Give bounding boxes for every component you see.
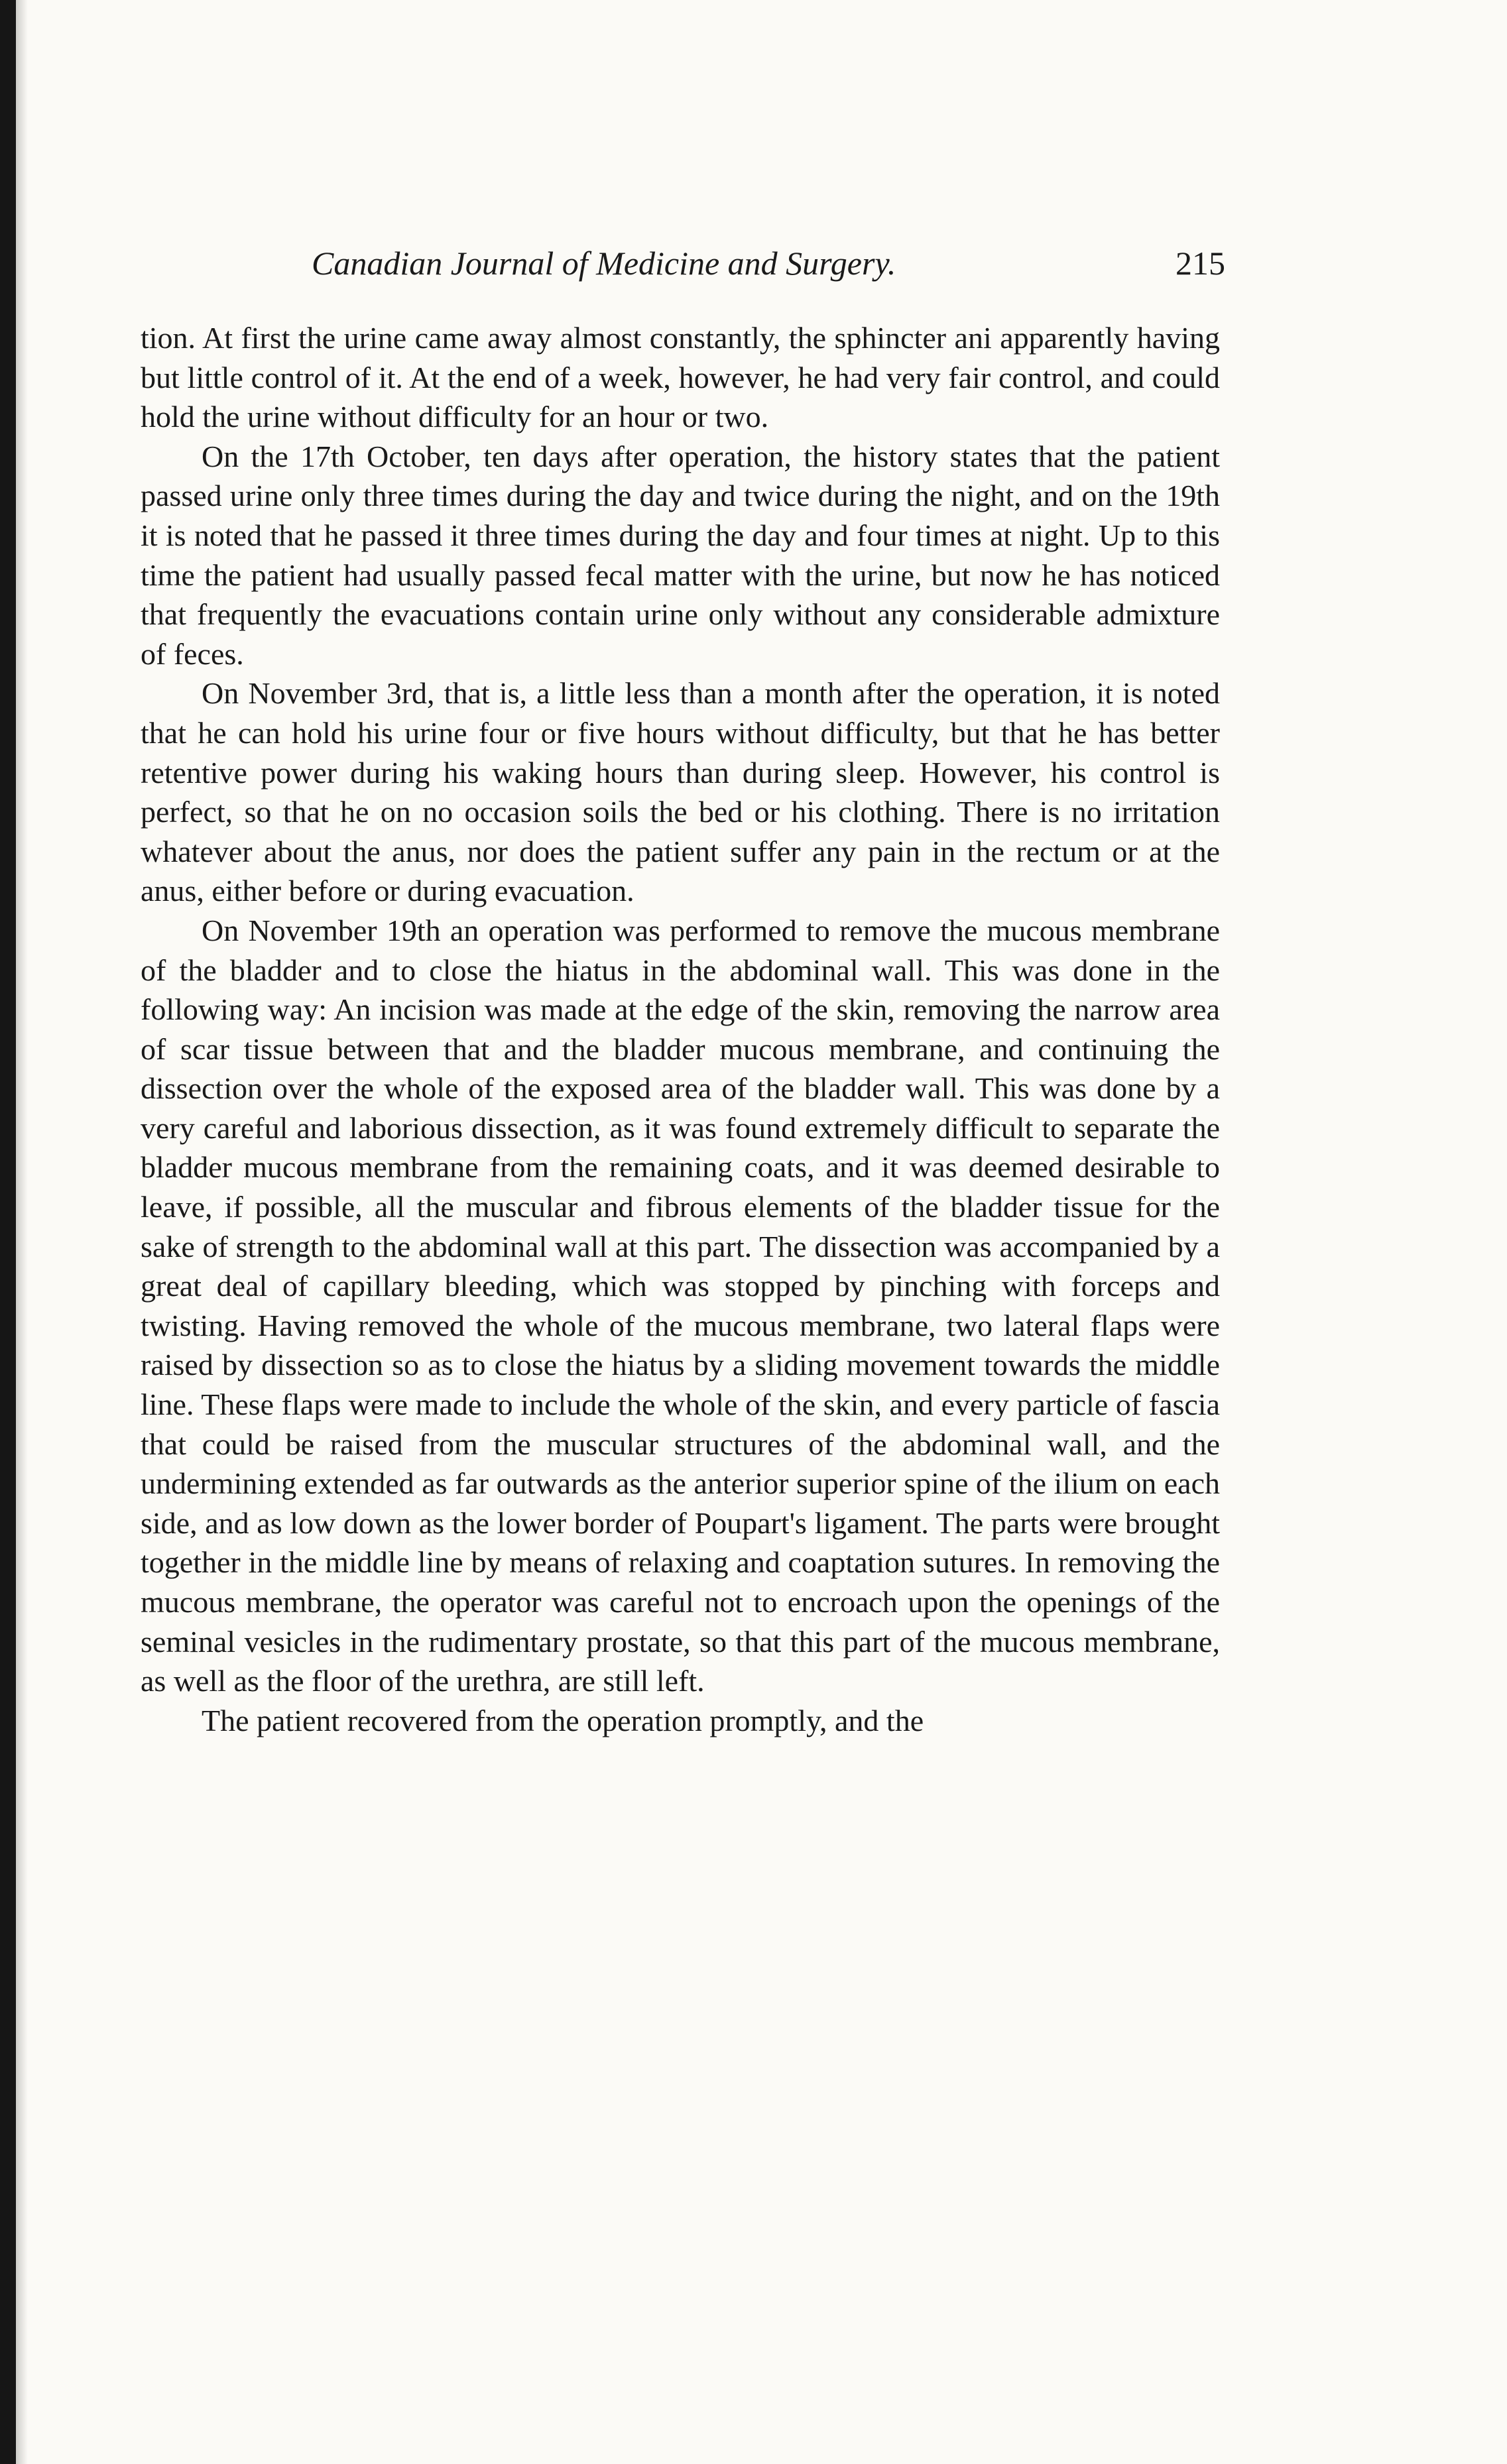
page-binding-edge bbox=[0, 0, 16, 2464]
paragraph-november-3: On November 3rd, that is, a little less than a month after the operation, it is noted that he can hold his urine four or five hours without difficulty, but that he has better retentive power during his waking hours than during sleep. However, his control is perfect, so that he on no occasion soils the bed or his clothing. There is no irritation whatever about the anus, nor does the patient suffer any pain in the rectum or at the anus, either before or during evacuation. bbox=[141, 676, 1220, 908]
body-text bbox=[141, 318, 1220, 1740]
journal-title: Canadian Journal of Medicine and Surgery. bbox=[312, 245, 896, 282]
running-head bbox=[312, 244, 1225, 290]
paragraph-october-17: On the 17th October, ten days after operation, the history states that the patient passed urine only three times during the day and twice during the night, and on the 19th it is noted that he passed it three times during the day and four times at night. Up to this time the patient had usually passed fecal matter with the urine, but now he has noticed that frequently the evacuations contain urine only without any considerable admixture of feces. bbox=[141, 439, 1220, 671]
paragraph-continuation: tion. At first the urine came away almost constantly, the sphincter ani apparently having but little control of it. At the end of a week, however, he had very fair control, and could hold the urine without difficulty for an hour or two. bbox=[141, 321, 1220, 434]
paragraph-recovery: The patient recovered from the operation promptly, and the bbox=[202, 1703, 924, 1737]
page-binding-shadow bbox=[16, 0, 28, 2464]
paragraph-november-19: On November 19th an operation was performed to remove the mucous membrane of the bladder and to close the hiatus in the abdominal wall. This was done in the following way: An incision was made at the edge of the skin, removing the narrow area of scar tissue between that and the bladder mucous membrane, and continuing the dissection over the whole of the exposed area of the bladder wall. This was done by a very careful and laborious dissection, as it was found extremely difficult to separate the bladder mucous membrane from the remaining coats, and it was deemed desirable to leave, if possible, all the muscular and fibrous elements of the bladder tissue for the sake of strength to the abdominal wall at this part. The dissection was accompanied by a great deal of capillary bleeding, which was stopped by pinching with forceps and twisting. Having removed the whole of the mucous membrane, two lateral flaps were raised by dissection so as to close the hiatus by a sliding movement towards the middle line. These flaps were made to include the whole of the skin, and every particle of fascia that could be raised from the muscular structures of the abdominal wall, and the undermining extended as far outwards as the anterior superior spine of the ilium on each side, and as low down as the lower border of Poupart's ligament. The parts were brought together in the middle line by means of relaxing and coaptation sutures. In removing the mucous membrane, the operator was careful not to encroach upon the openings of the seminal vesicles in the rudimentary prostate, so that this part of the mucous membrane, as well as the floor of the urethra, are still left. bbox=[141, 913, 1220, 1698]
page-number: 215 bbox=[1175, 245, 1225, 282]
